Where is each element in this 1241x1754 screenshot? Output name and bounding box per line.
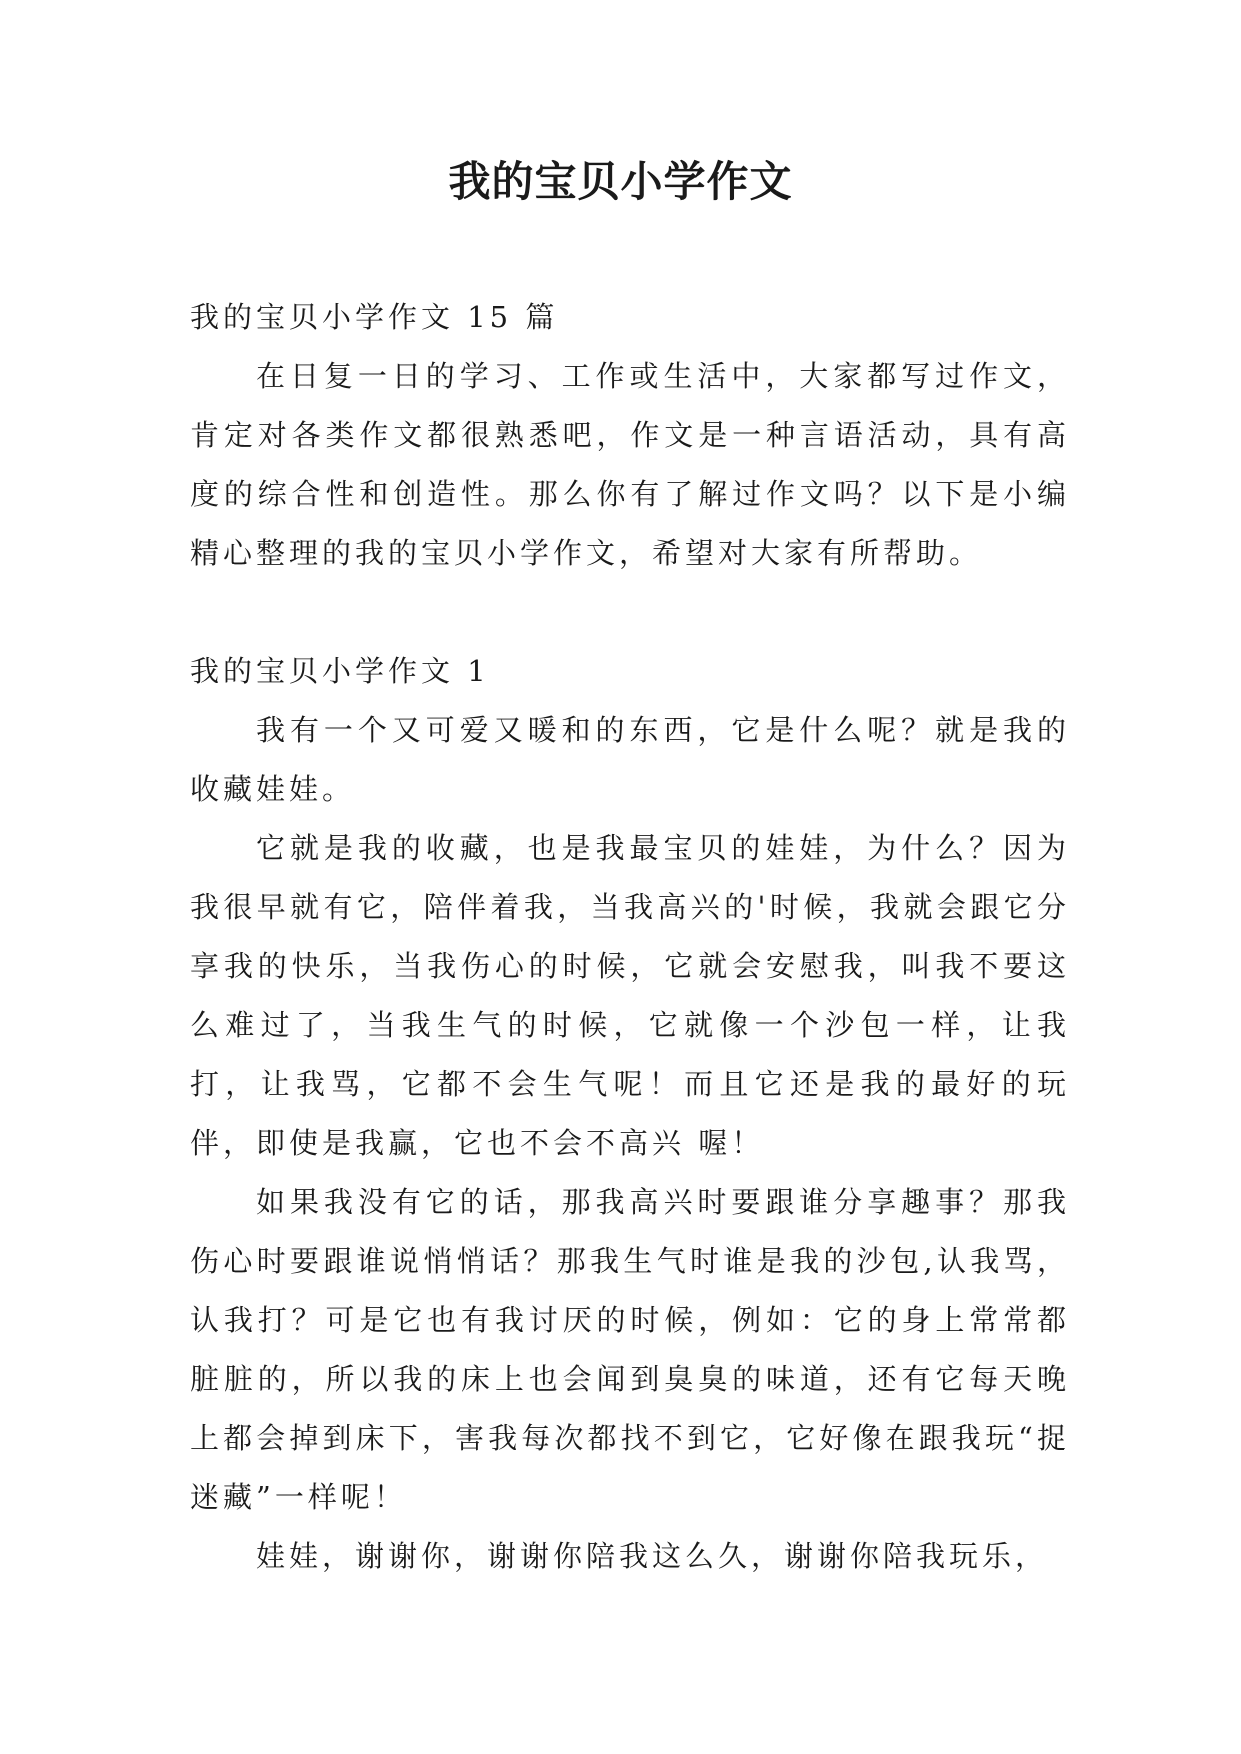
intro-paragraph: 在日复一日的学习、工作或生活中，大家都写过作文，肯定对各类作文都很熟悉吧，作文是一种言语活动，具有高度的综合性和创造性。那么你有了解过作文吗？以下是小编精心整理的我的宝贝小学作文，希望对大家有所帮助。: [190, 359, 1070, 570]
intro-heading: 我的宝贝小学作文 15 篇: [190, 300, 559, 334]
essay-1-paragraph-3: 如果我没有它的话，那我高兴时要跟谁分享趣事？那我伤心时要跟谁说悄悄话？那我生气时谁是我的沙包,认我骂，认我打？可是它也有我讨厌的时候，例如：它的身上常常都脏脏的，所以我的床上也会闻到臭臭的味道，还有它每天晚上都会掉到床下，害我每次都找不到它，它好像在跟我玩“捉迷藏”一样呢！: [190, 1185, 1070, 1514]
essay-1-paragraph-2: 它就是我的收藏，也是我最宝贝的娃娃，为什么？因为我很早就有它，陪伴着我，当我高兴的'时候，我就会跟它分享我的快乐，当我伤心的时候，它就会安慰我，叫我不要这么难过了，当我生气的时候，它就像一个沙包一样，让我打，让我骂，它都不会生气呢！而且它还是我的最好的玩伴，即使是我赢，它也不会不高兴 喔！: [190, 831, 1070, 1160]
document-body: [190, 288, 1070, 1586]
essay-1-paragraph-4: 娃娃，谢谢你，谢谢你陪我这么久，谢谢你陪我玩乐，: [256, 1539, 1049, 1573]
section-spacer: [190, 583, 1070, 642]
essay-1-heading: 我的宝贝小学作文 1: [190, 654, 490, 688]
essay-1-paragraph-1: 我有一个又可爱又暖和的东西，它是什么呢？就是我的收藏娃娃。: [190, 713, 1070, 806]
document-title: 我的宝贝小学作文: [448, 157, 793, 206]
